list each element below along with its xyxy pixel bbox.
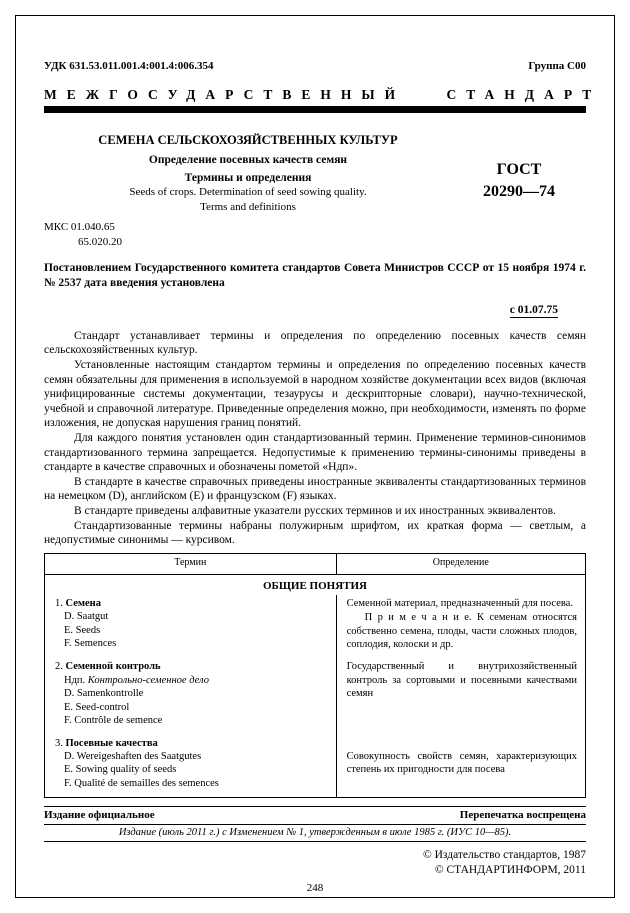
effective-date-row xyxy=(44,300,586,318)
decree-paragraph: Постановлением Государственного комитета стандартов Совета Министров СССР от 15 ноября 1974 г. № 2537 дата введения установлена xyxy=(44,261,586,289)
term-cell xyxy=(45,735,337,798)
term-line xyxy=(55,660,328,673)
introduction xyxy=(44,329,586,548)
note-label: П р и м е ч а н и е. xyxy=(364,612,472,624)
ndp-label: Ндп. xyxy=(64,674,86,686)
effective-date: с 01.07.75 xyxy=(509,303,558,316)
term-lang-en: E. Sowing quality of seeds xyxy=(64,764,177,776)
term-lang-fr: F. Qualité de semailles des semences xyxy=(64,777,219,789)
term-name: Семена xyxy=(65,597,101,609)
term-number: 3. xyxy=(55,737,63,749)
terms-table-header xyxy=(45,554,585,575)
copyright-line-2: © СТАНДАРТИНФОРМ, 2011 xyxy=(434,864,586,877)
definition-text: Совокупность свойств семян, характеризующих степень их пригодности для посева xyxy=(346,750,577,775)
document-title-en-2: Terms and definitions xyxy=(200,201,296,214)
definition-text: Семенной материал, предназначенный для посева. xyxy=(346,597,573,609)
term-cell xyxy=(45,658,337,734)
definition-note xyxy=(347,611,577,651)
terms-table xyxy=(44,553,586,799)
term-line xyxy=(55,737,328,750)
document-subtitle-1: Определение посевных качеств семян xyxy=(148,154,348,166)
column-header-definition: Определение xyxy=(432,556,489,568)
gost-label: ГОСТ xyxy=(496,161,542,178)
term-line xyxy=(55,597,328,610)
term-lang-fr: F. Semences xyxy=(64,637,117,649)
gost-number: 20290—74 xyxy=(483,182,555,200)
column-header-term: Термин xyxy=(45,554,337,574)
document-subtitle-2: Термины и определения xyxy=(184,172,312,184)
term-cell xyxy=(45,595,337,659)
term-number: 1. xyxy=(55,597,63,609)
definition-cell xyxy=(337,658,585,734)
group-code: Группа С00 xyxy=(528,60,586,72)
intro-paragraph: Стандарт устанавливает термины и определения по определению посевных качеств семян сельскохозяйственных культур. xyxy=(44,329,586,357)
title-block xyxy=(44,133,452,214)
heading-rule-bar xyxy=(44,106,586,113)
term-lang-fr: F. Contrôle de semence xyxy=(64,715,163,727)
copyright-block xyxy=(44,848,586,879)
page-number: 248 xyxy=(306,882,324,894)
footer-notice-row xyxy=(44,807,586,824)
note-text: К семенам относятся собственно семена, плоды, части сложных плодов, соплодия, колоски и др. xyxy=(346,612,577,650)
table-row xyxy=(45,735,585,798)
intro-paragraph: Стандартизованные термины набраны полужирным шрифтом, их краткая форма — светлым, а недопустимые синонимы — курсивом. xyxy=(44,519,586,547)
copyright-line-1: © Издательство стандартов, 1987 xyxy=(422,848,586,861)
edition-note: Издание (июль 2011 г.) с Изменением № 1, утвержденным в июле 1985 г. (ИУС 10—85). xyxy=(118,826,512,838)
term-lang-en: E. Seed-control xyxy=(64,701,130,713)
term-ndp-line xyxy=(55,674,328,687)
mks-codes xyxy=(44,220,586,249)
official-edition-label: Издание официальное xyxy=(44,808,155,821)
document-title-en-1: Seeds of crops. Determination of seed sowing quality. xyxy=(129,186,367,198)
term-name: Семенной контроль xyxy=(65,661,161,673)
standard-kind-heading: МЕЖГОСУДАРСТВЕННЫЙ СТАНДАРТ xyxy=(44,87,602,102)
table-row xyxy=(45,595,585,659)
page-footer xyxy=(44,806,586,894)
gost-number-block xyxy=(452,159,586,214)
udk-code: УДК 631.53.011.001.4:001.4:006.354 xyxy=(44,60,214,72)
term-lang-de: D. Saatgut xyxy=(64,611,109,623)
page-content xyxy=(16,16,614,897)
document-title: СЕМЕНА СЕЛЬСКОХОЗЯЙСТВЕННЫХ КУЛЬТУР xyxy=(98,133,398,147)
section-title: ОБЩИЕ ПОНЯТИЯ xyxy=(262,579,367,592)
intro-paragraph: В стандарте в качестве справочных приведены иностранные эквиваленты стандартизованных терминов на немецком (D), английском (E) и французском (F) языках. xyxy=(44,475,586,503)
table-row xyxy=(45,658,585,734)
definition-cell xyxy=(337,735,585,798)
definition-cell xyxy=(337,595,585,659)
term-lang-de: D. Samenkontrolle xyxy=(64,688,144,700)
ndp-synonym: Контрольно-семенное дело xyxy=(87,674,209,686)
term-lang-de: D. Wereigeshaften des Saatgutes xyxy=(64,751,202,762)
intro-paragraph: Для каждого понятия установлен один стандартизованный термин. Применение терминов-синонимов стандартизованного термина запрещается. Недопустимые к применению термины-синонимы приведены в стандарте в качестве справочных и обозначены пометой «Ндп». xyxy=(44,432,586,474)
definition-text: Государственный и внутрихозяйственный контроль за сортовыми и посевными качествами семян xyxy=(346,661,577,700)
mks-code-2: 65.020.20 xyxy=(78,235,122,248)
term-name: Посевные качества xyxy=(65,737,158,749)
intro-paragraph: В стандарте приведены алфавитные указатели русских терминов и их иностранных эквивалентов. xyxy=(74,504,556,517)
footer-rule xyxy=(44,841,586,842)
top-row xyxy=(44,60,586,72)
page-frame xyxy=(15,15,615,898)
reprint-prohibited-label: Перепечатка воспрещена xyxy=(459,808,586,821)
mks-code-1: МКС 01.040.65 xyxy=(44,221,115,234)
intro-paragraph: Установленные настоящим стандартом термины и определения по определению посевных качеств семян обязательны для применения в используемой в народном хозяйстве документации всех видов (включая унифицированные системы документации, тезаурусы и дескрипторные словари), научно-технической, учебной и справочной литературе. Приведенные определения можно, при необходимости, изменять по форме изложения, не допуская нарушения границ понятий. xyxy=(44,359,586,430)
term-number: 2. xyxy=(55,661,63,673)
term-lang-en: E. Seeds xyxy=(64,624,101,636)
title-row xyxy=(44,133,586,214)
